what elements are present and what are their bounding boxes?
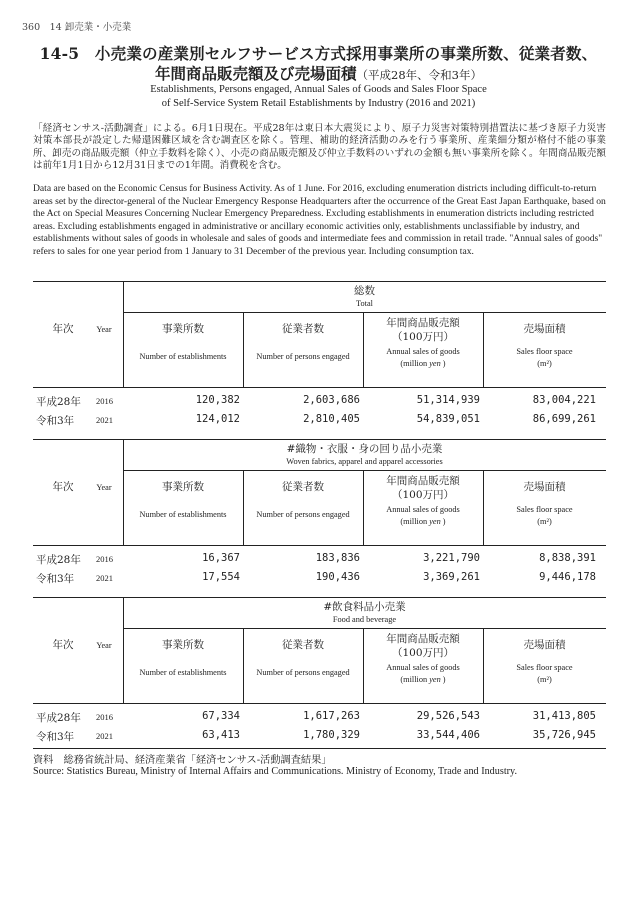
sales-unit-yen: yen: [429, 359, 441, 368]
col-floor-unit-en: (m²): [537, 517, 552, 526]
cell-sales: 33,544,406: [416, 729, 480, 741]
cell-persons: 1,617,263: [303, 710, 360, 722]
col-floor-jp: 売場面積: [523, 639, 566, 651]
row-era: 平成28年: [36, 554, 81, 566]
table-rule-top: [33, 281, 606, 282]
sales-unit-prefix: (million: [400, 675, 430, 684]
row-era: 令和3年: [36, 573, 75, 585]
col-floor-jp: 売場面積: [523, 481, 566, 493]
table-rule-subhead: [123, 628, 606, 629]
col-floor-en: Sales floor space: [516, 663, 573, 672]
col-sales-unit-jp: （100万円）: [391, 489, 455, 501]
col-floor-unit-en: (m²): [537, 359, 552, 368]
cell-establishments: 124,012: [195, 413, 240, 425]
japanese-note: 「経済センサス-活動調査」による。6月1日現在。平成28年は東日本大震災により、原子力災害対策特別措置法に基づき原子力災害対策本部長が設定した帰還困難区域を含む調査区を除く。管理、補助的経済活動のみを行う事業所、産業細分類が格付不能の事業所、卸売の商品販売額（仲立手数料を除く）、小売の商品販売額及び仲立手数料のいずれの金額も無い事業所を除く。年間商品販売額は前年1月1日から12月31日までの1年間。消費税を含む。: [33, 123, 606, 172]
col-sales-en: Annual sales of goods: [386, 347, 460, 356]
cell-sales: 29,526,543: [416, 710, 480, 722]
col-sales-unit-en: [363, 359, 483, 368]
col-year-en: Year: [96, 641, 112, 650]
cell-floor-space: 83,004,221: [532, 394, 596, 406]
section-title-english: Woven fabrics, apparel and apparel accessories: [286, 457, 443, 466]
cell-establishments: 63,413: [202, 729, 240, 741]
section-title-english: Total: [356, 299, 373, 308]
row-year: 2016: [96, 396, 113, 406]
section-title-english: Food and beverage: [332, 615, 397, 624]
col-sales-unit-jp: （100万円）: [391, 647, 455, 659]
col-sales-en: Annual sales of goods: [386, 505, 460, 514]
col-sales-en: Annual sales of goods: [386, 663, 460, 672]
title-main: 年間商品販売額及び売場面積: [155, 64, 357, 83]
col-persons-jp: 従業者数: [282, 323, 324, 335]
row-year: 2016: [96, 554, 113, 564]
row-year: 2021: [96, 731, 113, 741]
cell-persons: 1,780,329: [303, 729, 360, 741]
col-persons-jp: 従業者数: [282, 639, 324, 651]
row-year: 2021: [96, 415, 113, 425]
cell-persons: 2,810,405: [303, 413, 360, 425]
cell-floor-space: 35,726,945: [532, 729, 596, 741]
table-rule-header-bottom: [33, 545, 606, 546]
cell-establishments: 120,382: [195, 394, 240, 406]
col-year-jp: 年次: [52, 481, 74, 493]
row-era: 平成28年: [36, 712, 81, 724]
col-sales-jp: 年間商品販売額: [386, 633, 460, 645]
row-year: 2016: [96, 712, 113, 722]
col-year-jp: 年次: [52, 639, 74, 651]
col-floor-jp: 売場面積: [523, 323, 566, 335]
page-header: 360 14 卸売業・小売業: [22, 22, 132, 33]
col-sales-unit-en: [363, 517, 483, 526]
cell-sales: 51,314,939: [416, 394, 480, 406]
col-floor-en: Sales floor space: [516, 347, 573, 356]
english-title-line2: of Self-Service System Retail Establishments by Industry (2016 and 2021): [161, 98, 476, 109]
source-japanese: 資料 総務省統計局、経済産業省「経済センサス-活動調査結果」: [33, 755, 332, 766]
cell-floor-space: 86,699,261: [532, 413, 596, 425]
col-persons-en: Number of persons engaged: [256, 668, 350, 677]
sales-unit-yen: yen: [429, 517, 441, 526]
cell-floor-space: 31,413,805: [532, 710, 596, 722]
cell-sales: 54,839,051: [416, 413, 480, 425]
col-floor-en: Sales floor space: [516, 505, 573, 514]
english-note: Data are based on the Economic Census for Business Activity. As of 1 June. For 2016, excluding enumeration districts including difficult-to-return areas set by the director-general of the Nuclear Emergency Response Headquarters after the occurrence of the Great East Japan Earthquake, based on the Act on Special Measures Concerning Nuclear Emergency Preparedness. Excluding establishments in enumeration districts including restricted areas. Excluding establishments engaged in administrative or ancillary economic activities only, establishments unclassifiable by industry, and establishments without sales of goods in wholesale and sales of goods and intermediate fees and commission in retail trade. "Annual sales of goods" refers to sales for one year period from 1 January to 31 December of the previous year. Including consumption tax.: [33, 183, 606, 257]
col-year-jp: 年次: [52, 323, 74, 335]
page-title-line2: [0, 62, 637, 84]
row-era: 令和3年: [36, 415, 75, 427]
sales-unit-prefix: (million: [400, 517, 430, 526]
cell-persons: 183,836: [315, 552, 360, 564]
row-year: 2021: [96, 573, 113, 583]
row-era: 令和3年: [36, 731, 75, 743]
col-establishments-en: Number of establishments: [139, 668, 227, 677]
col-sales-jp: 年間商品販売額: [386, 475, 460, 487]
cell-persons: 190,436: [315, 571, 360, 583]
cell-establishments: 67,334: [202, 710, 240, 722]
col-persons-en: Number of persons engaged: [256, 352, 350, 361]
sales-unit-suffix: ): [440, 517, 446, 526]
sales-unit-prefix: (million: [400, 359, 430, 368]
col-establishments-en: Number of establishments: [139, 352, 227, 361]
col-establishments-en: Number of establishments: [139, 510, 227, 519]
cell-floor-space: 8,838,391: [539, 552, 596, 564]
section-title: 総数: [354, 285, 375, 297]
col-sales-jp: 年間商品販売額: [386, 317, 460, 329]
section-title: #飲食料品小売業: [323, 601, 406, 613]
col-floor-unit-en: (m²): [537, 675, 552, 684]
cell-floor-space: 9,446,178: [539, 571, 596, 583]
cell-establishments: 17,554: [202, 571, 240, 583]
table-rule-subhead: [123, 312, 606, 313]
col-persons-jp: 従業者数: [282, 481, 324, 493]
table-rule-top: [33, 597, 606, 598]
english-title-line1: Establishments, Persons engaged, Annual Sales of Goods and Sales Floor Space: [150, 84, 487, 95]
col-establishments-jp: 事業所数: [162, 639, 204, 651]
table-rule-header-bottom: [33, 703, 606, 704]
table-rule-top: [33, 439, 606, 440]
col-year-en: Year: [96, 483, 112, 492]
row-era: 平成28年: [36, 396, 81, 408]
col-sales-unit-jp: （100万円）: [391, 331, 455, 343]
table-rule-subhead: [123, 470, 606, 471]
col-establishments-jp: 事業所数: [162, 481, 204, 493]
page-title: 14-5 小売業の産業別セルフサービス方式採用事業所の事業所数、従業者数、: [39, 44, 598, 63]
title-years: （平成28年、令和3年）: [356, 68, 482, 82]
cell-establishments: 16,367: [202, 552, 240, 564]
section-title: #織物・衣服・身の回り品小売業: [286, 443, 443, 455]
sales-unit-suffix: ): [440, 359, 446, 368]
col-persons-en: Number of persons engaged: [256, 510, 350, 519]
cell-sales: 3,221,790: [423, 552, 480, 564]
col-year-en: Year: [96, 325, 112, 334]
sales-unit-yen: yen: [429, 675, 441, 684]
table-rule-bottom: [33, 748, 606, 749]
source-english: Source: Statistics Bureau, Ministry of Internal Affairs and Communications. Ministry of Economy, Trade and Industry.: [33, 766, 518, 777]
col-establishments-jp: 事業所数: [162, 323, 204, 335]
col-sales-unit-en: [363, 675, 483, 684]
cell-persons: 2,603,686: [303, 394, 360, 406]
sales-unit-suffix: ): [440, 675, 446, 684]
cell-sales: 3,369,261: [423, 571, 480, 583]
table-rule-header-bottom: [33, 387, 606, 388]
